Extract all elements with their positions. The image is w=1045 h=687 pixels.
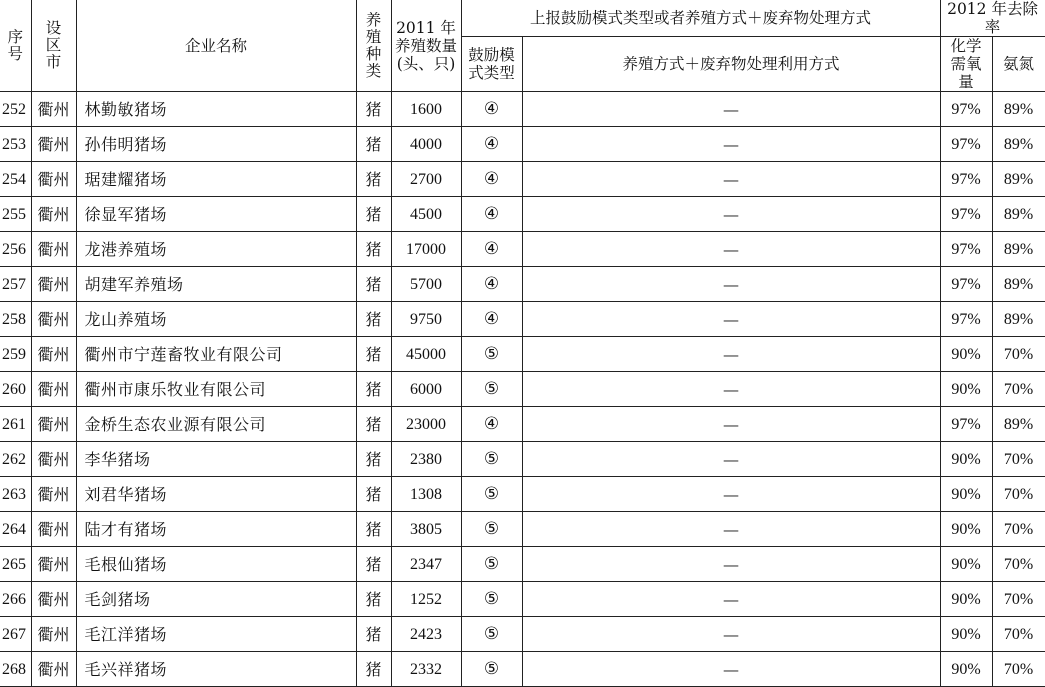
cell-mode-type: ④ — [461, 197, 522, 232]
cell-cod-rate: 97% — [940, 127, 992, 162]
cell-seq: 268 — [0, 652, 31, 687]
cell-method: — — [522, 582, 940, 617]
cell-cod-rate: 90% — [940, 337, 992, 372]
cell-count: 6000 — [391, 372, 461, 407]
header-report-group: 上报鼓励模式类型或者养殖方式＋废弃物处理方式 — [461, 0, 940, 37]
cell-method: — — [522, 652, 940, 687]
table-body — [0, 92, 1045, 687]
cell-method: — — [522, 232, 940, 267]
cell-mode-type: ⑤ — [461, 512, 522, 547]
cell-enterprise-name: 李华猪场 — [76, 442, 356, 477]
table-row — [0, 547, 1045, 582]
cell-mode-type: ④ — [461, 127, 522, 162]
table-row — [0, 372, 1045, 407]
cell-species: 猪 — [356, 652, 391, 687]
cell-mode-type: ④ — [461, 302, 522, 337]
cell-count: 4000 — [391, 127, 461, 162]
header-count: 2011 年养殖数量(头、只) — [391, 0, 461, 92]
cell-seq: 261 — [0, 407, 31, 442]
cell-cod-rate: 90% — [940, 477, 992, 512]
cell-ammonia-rate: 89% — [992, 197, 1045, 232]
cell-mode-type: ④ — [461, 92, 522, 127]
cell-mode-type: ⑤ — [461, 372, 522, 407]
cell-cod-rate: 97% — [940, 267, 992, 302]
cell-enterprise-name: 衢州市宁莲畜牧业有限公司 — [76, 337, 356, 372]
cell-city: 衢州 — [31, 197, 76, 232]
cell-enterprise-name: 琚建耀猪场 — [76, 162, 356, 197]
table-row — [0, 407, 1045, 442]
table-row — [0, 477, 1045, 512]
table-row — [0, 442, 1045, 477]
cell-enterprise-name: 毛根仙猪场 — [76, 547, 356, 582]
cell-species: 猪 — [356, 302, 391, 337]
cell-enterprise-name: 林勤敏猪场 — [76, 92, 356, 127]
cell-mode-type: ⑤ — [461, 337, 522, 372]
header-city: 设区市 — [31, 0, 76, 92]
header-mode-type: 鼓励模式类型 — [461, 37, 522, 92]
cell-count: 2423 — [391, 617, 461, 652]
cell-seq: 263 — [0, 477, 31, 512]
cell-species: 猪 — [356, 372, 391, 407]
cell-count: 1252 — [391, 582, 461, 617]
cell-method: — — [522, 267, 940, 302]
cell-count: 45000 — [391, 337, 461, 372]
header-name: 企业名称 — [76, 0, 356, 92]
header-method: 养殖方式＋废弃物处理利用方式 — [522, 37, 940, 92]
cell-mode-type: ④ — [461, 267, 522, 302]
cell-seq: 256 — [0, 232, 31, 267]
cell-enterprise-name: 毛江洋猪场 — [76, 617, 356, 652]
cell-count: 9750 — [391, 302, 461, 337]
cell-method: — — [522, 477, 940, 512]
cell-mode-type: ⑤ — [461, 582, 522, 617]
cell-city: 衢州 — [31, 547, 76, 582]
cell-enterprise-name: 胡建军养殖场 — [76, 267, 356, 302]
cell-count: 4500 — [391, 197, 461, 232]
cell-count: 23000 — [391, 407, 461, 442]
table-row — [0, 232, 1045, 267]
cell-enterprise-name: 陆才有猪场 — [76, 512, 356, 547]
cell-cod-rate: 90% — [940, 617, 992, 652]
cell-seq: 258 — [0, 302, 31, 337]
cell-city: 衢州 — [31, 652, 76, 687]
cell-ammonia-rate: 89% — [992, 267, 1045, 302]
table-row — [0, 302, 1045, 337]
cell-city: 衢州 — [31, 617, 76, 652]
cell-mode-type: ⑤ — [461, 547, 522, 582]
header-ammonia: 氨氮 — [992, 37, 1045, 92]
cell-method: — — [522, 372, 940, 407]
cell-species: 猪 — [356, 547, 391, 582]
cell-species: 猪 — [356, 92, 391, 127]
cell-seq: 266 — [0, 582, 31, 617]
cell-ammonia-rate: 89% — [992, 232, 1045, 267]
cell-city: 衢州 — [31, 337, 76, 372]
cell-city: 衢州 — [31, 407, 76, 442]
cell-count: 2380 — [391, 442, 461, 477]
cell-enterprise-name: 衢州市康乐牧业有限公司 — [76, 372, 356, 407]
cell-city: 衢州 — [31, 92, 76, 127]
cell-count: 2347 — [391, 547, 461, 582]
table-row — [0, 127, 1045, 162]
table-row — [0, 267, 1045, 302]
cell-seq: 264 — [0, 512, 31, 547]
cell-method: — — [522, 337, 940, 372]
cell-method: — — [522, 162, 940, 197]
table-row — [0, 197, 1045, 232]
cell-seq: 252 — [0, 92, 31, 127]
cell-count: 2332 — [391, 652, 461, 687]
cell-method: — — [522, 442, 940, 477]
cell-count: 2700 — [391, 162, 461, 197]
cell-count: 5700 — [391, 267, 461, 302]
cell-species: 猪 — [356, 407, 391, 442]
cell-enterprise-name: 龙山养殖场 — [76, 302, 356, 337]
cell-ammonia-rate: 70% — [992, 442, 1045, 477]
cell-species: 猪 — [356, 267, 391, 302]
cell-city: 衢州 — [31, 372, 76, 407]
cell-ammonia-rate: 89% — [992, 127, 1045, 162]
cell-cod-rate: 90% — [940, 652, 992, 687]
cell-enterprise-name: 金桥生态农业源有限公司 — [76, 407, 356, 442]
cell-method: — — [522, 127, 940, 162]
cell-mode-type: ⑤ — [461, 442, 522, 477]
cell-seq: 253 — [0, 127, 31, 162]
cell-seq: 262 — [0, 442, 31, 477]
cell-count: 17000 — [391, 232, 461, 267]
cell-species: 猪 — [356, 477, 391, 512]
cell-ammonia-rate: 70% — [992, 337, 1045, 372]
cell-ammonia-rate: 70% — [992, 617, 1045, 652]
cell-method: — — [522, 197, 940, 232]
cell-seq: 254 — [0, 162, 31, 197]
cell-city: 衢州 — [31, 127, 76, 162]
cell-ammonia-rate: 89% — [992, 407, 1045, 442]
cell-mode-type: ⑤ — [461, 652, 522, 687]
cell-enterprise-name: 孙伟明猪场 — [76, 127, 356, 162]
cell-mode-type: ⑤ — [461, 477, 522, 512]
cell-cod-rate: 90% — [940, 547, 992, 582]
cell-city: 衢州 — [31, 302, 76, 337]
table-row — [0, 652, 1045, 687]
cell-seq: 265 — [0, 547, 31, 582]
table-row — [0, 162, 1045, 197]
table-row — [0, 512, 1045, 547]
cell-species: 猪 — [356, 442, 391, 477]
cell-city: 衢州 — [31, 442, 76, 477]
cell-count: 1308 — [391, 477, 461, 512]
header-cod: 化学需氧量 — [940, 37, 992, 92]
cell-ammonia-rate: 89% — [992, 92, 1045, 127]
cell-city: 衢州 — [31, 582, 76, 617]
cell-enterprise-name: 徐显军猪场 — [76, 197, 356, 232]
cell-city: 衢州 — [31, 512, 76, 547]
cell-species: 猪 — [356, 337, 391, 372]
cell-mode-type: ⑤ — [461, 617, 522, 652]
cell-ammonia-rate: 70% — [992, 582, 1045, 617]
cell-cod-rate: 97% — [940, 302, 992, 337]
header-species: 养殖种类 — [356, 0, 391, 92]
cell-ammonia-rate: 89% — [992, 302, 1045, 337]
cell-cod-rate: 97% — [940, 92, 992, 127]
cell-species: 猪 — [356, 197, 391, 232]
cell-enterprise-name: 毛兴祥猪场 — [76, 652, 356, 687]
cell-ammonia-rate: 89% — [992, 162, 1045, 197]
cell-cod-rate: 97% — [940, 232, 992, 267]
cell-city: 衢州 — [31, 477, 76, 512]
cell-enterprise-name: 刘君华猪场 — [76, 477, 356, 512]
header-seq: 序号 — [0, 0, 31, 92]
cell-city: 衢州 — [31, 162, 76, 197]
cell-method: — — [522, 302, 940, 337]
table-row — [0, 617, 1045, 652]
table-row — [0, 92, 1045, 127]
cell-method: — — [522, 512, 940, 547]
cell-species: 猪 — [356, 582, 391, 617]
cell-seq: 255 — [0, 197, 31, 232]
cell-cod-rate: 90% — [940, 442, 992, 477]
cell-ammonia-rate: 70% — [992, 547, 1045, 582]
table-row — [0, 337, 1045, 372]
cell-count: 3805 — [391, 512, 461, 547]
cell-species: 猪 — [356, 232, 391, 267]
cell-method: — — [522, 407, 940, 442]
cell-method: — — [522, 547, 940, 582]
cell-cod-rate: 97% — [940, 407, 992, 442]
cell-method: — — [522, 92, 940, 127]
cell-method: — — [522, 617, 940, 652]
cell-mode-type: ④ — [461, 232, 522, 267]
cell-species: 猪 — [356, 617, 391, 652]
cell-species: 猪 — [356, 512, 391, 547]
cell-cod-rate: 97% — [940, 162, 992, 197]
cell-cod-rate: 90% — [940, 582, 992, 617]
cell-cod-rate: 90% — [940, 512, 992, 547]
cell-count: 1600 — [391, 92, 461, 127]
cell-mode-type: ④ — [461, 407, 522, 442]
cell-city: 衢州 — [31, 267, 76, 302]
cell-ammonia-rate: 70% — [992, 477, 1045, 512]
cell-seq: 267 — [0, 617, 31, 652]
cell-mode-type: ④ — [461, 162, 522, 197]
cell-cod-rate: 90% — [940, 372, 992, 407]
cell-enterprise-name: 毛剑猪场 — [76, 582, 356, 617]
cell-seq: 260 — [0, 372, 31, 407]
cell-species: 猪 — [356, 127, 391, 162]
cell-ammonia-rate: 70% — [992, 372, 1045, 407]
cell-cod-rate: 97% — [940, 197, 992, 232]
cell-seq: 257 — [0, 267, 31, 302]
table-row — [0, 582, 1045, 617]
header-removal-group: 2012 年去除率 — [940, 0, 1045, 37]
cell-seq: 259 — [0, 337, 31, 372]
cell-enterprise-name: 龙港养殖场 — [76, 232, 356, 267]
cell-ammonia-rate: 70% — [992, 512, 1045, 547]
cell-city: 衢州 — [31, 232, 76, 267]
cell-species: 猪 — [356, 162, 391, 197]
cell-ammonia-rate: 70% — [992, 652, 1045, 687]
